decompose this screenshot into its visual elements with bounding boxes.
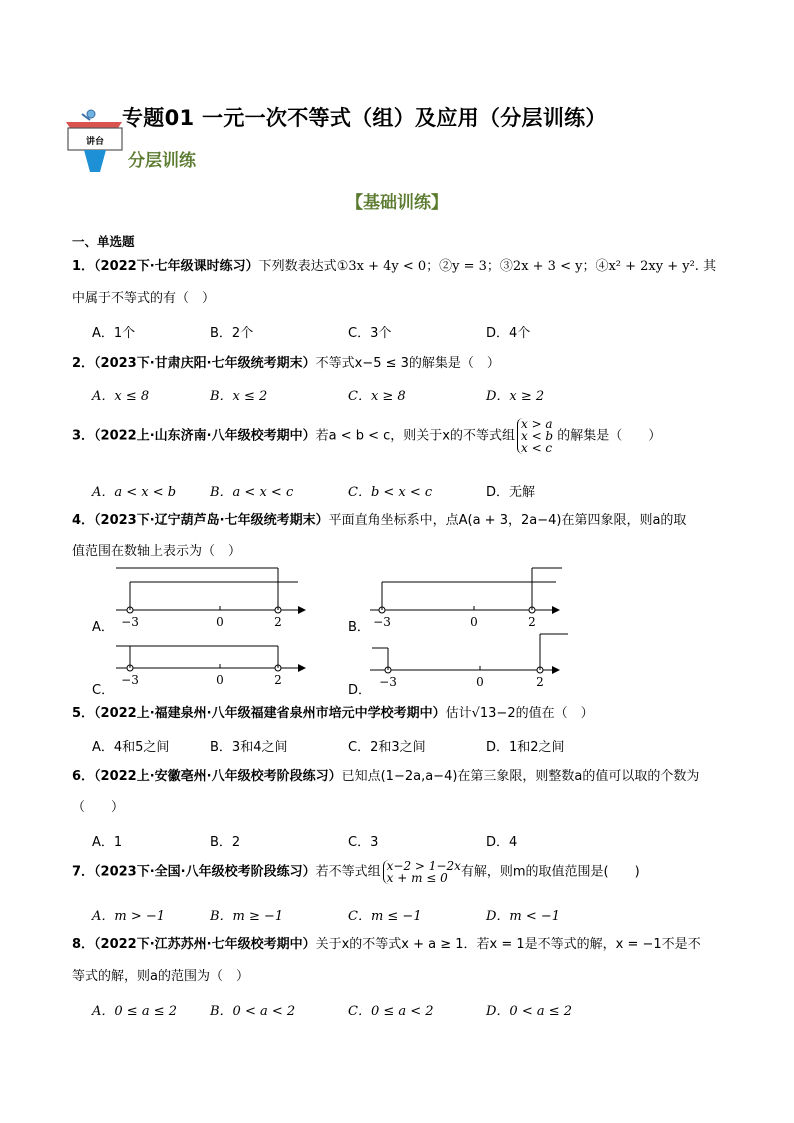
q3-option-d[interactable]: D．无解 <box>486 485 536 500</box>
question-1: 1．（2022下·七年级课时练习）下列数表达式①3x + 4y < 0；②y = 3；③2x + 3 < y；④x² + 2xy + y². 其 <box>72 259 717 274</box>
q2-option-d[interactable]: D．x ≥ 2 <box>486 389 545 404</box>
question-3: 3．（2022上·山东济南·八年级校考期中）若a < b < c，则关于x的不等式组x > a x < b x < c 的解集是（ ） <box>72 417 662 455</box>
question-8-line2: 等式的解，则a的范围为（ ） <box>72 969 249 984</box>
q4-option-a[interactable]: A． <box>92 620 114 635</box>
q7-inequality-system: x−2 > 1−2x x + m ≤ 0 <box>383 860 461 884</box>
tick-label: 2 <box>528 615 536 629</box>
q2-option-a[interactable]: A．x ≤ 8 <box>92 389 150 404</box>
q4-option-b[interactable]: B． <box>348 620 370 635</box>
q4-option-c[interactable]: C． <box>92 683 115 698</box>
q6-option-a[interactable]: A．1 <box>92 835 123 850</box>
q3-option-c[interactable]: C．b < x < c <box>348 485 433 500</box>
q4-number-line-a <box>112 566 312 630</box>
question-6: 6．（2022上·安徽亳州·八年级校考阶段练习）已知点(1−2a,a−4)在第三象限，则整数a的值可以取的个数为 <box>72 769 700 784</box>
lectern-logo-icon <box>60 108 130 174</box>
logo-text: 讲台 <box>85 137 105 147</box>
section-heading: 一、单选题 <box>72 234 135 249</box>
page-title: 专题01 一元一次不等式（组）及应用（分层训练） <box>122 106 607 130</box>
q2-option-b[interactable]: B．x ≤ 2 <box>210 389 268 404</box>
q3-inequality-system: x > a x < b x < c <box>517 418 553 454</box>
q6-option-c[interactable]: C．3 <box>348 835 379 850</box>
q3-option-a[interactable]: A．a < x < b <box>92 485 177 500</box>
q7-option-c[interactable]: C．m ≤ −1 <box>348 909 422 924</box>
q6-option-b[interactable]: B．2 <box>210 835 241 850</box>
section-banner: 【基础训练】 <box>346 193 448 213</box>
tick-label: −3 <box>121 615 139 629</box>
question-7: 7．（2023下·全国·八年级校考阶段练习）若不等式组 x−2 > 1−2x x + m ≤ 0 有解，则m的取值范围是( ) <box>72 859 640 885</box>
q5-option-b[interactable]: B．3和4之间 <box>210 740 288 755</box>
q7-option-d[interactable]: D．m < −1 <box>486 909 561 924</box>
tick-label: 0 <box>216 615 224 629</box>
tick-label: −3 <box>379 675 397 689</box>
q6-option-d[interactable]: D．4 <box>486 835 518 850</box>
question-8: 8．（2022下·江苏苏州·七年级校考期中）关于x的不等式x + a ≥ 1．若x = 1是不等式的解，x = −1不是不 <box>72 937 701 952</box>
q2-option-c[interactable]: C．x ≥ 8 <box>348 389 406 404</box>
q1-option-b[interactable]: B．2个 <box>210 326 254 341</box>
q5-option-c[interactable]: C．2和3之间 <box>348 740 426 755</box>
q4-number-line-b <box>366 566 566 630</box>
tick-label: 2 <box>274 673 282 687</box>
q8-option-c[interactable]: C．0 ≤ a < 2 <box>348 1004 434 1019</box>
tick-label: 0 <box>470 615 478 629</box>
q8-option-b[interactable]: B．0 < a < 2 <box>210 1004 296 1019</box>
q5-option-a[interactable]: A．4和5之间 <box>92 740 170 755</box>
q4-number-line-d <box>366 630 570 694</box>
q8-option-d[interactable]: D．0 < a ≤ 2 <box>486 1004 573 1019</box>
question-6-line2: （ ） <box>72 800 125 815</box>
tick-label: 0 <box>216 673 224 687</box>
page-subtitle: 分层训练 <box>128 151 196 171</box>
question-2: 2．（2023下·甘肃庆阳·七年级统考期末）不等式x−5 ≤ 3的解集是（ ） <box>72 356 500 371</box>
q1-option-d[interactable]: D．4个 <box>486 326 531 341</box>
q3-option-b[interactable]: B．a < x < c <box>210 485 294 500</box>
q1-option-c[interactable]: C．3个 <box>348 326 392 341</box>
q4-option-d[interactable]: D． <box>348 683 372 698</box>
q8-option-a[interactable]: A．0 ≤ a ≤ 2 <box>92 1004 177 1019</box>
question-4: 4．（2023下·辽宁葫芦岛·七年级统考期末）平面直角坐标系中，点A(a + 3，2a−4)在第四象限，则a的取 <box>72 513 687 528</box>
tick-label: 2 <box>536 675 544 689</box>
tick-label: −3 <box>373 615 391 629</box>
question-1-line2: 中属于不等式的有（ ） <box>72 291 216 306</box>
question-4-line2: 值范围在数轴上表示为（ ） <box>72 544 242 559</box>
question-5: 5．（2022上·福建泉州·八年级福建省泉州市培元中学校考期中）估计√13−2的值在（ ） <box>72 706 594 721</box>
q4-number-line-c <box>112 630 312 694</box>
q1-option-a[interactable]: A．1个 <box>92 326 136 341</box>
q7-option-b[interactable]: B．m ≥ −1 <box>210 909 284 924</box>
tick-label: −3 <box>121 673 139 687</box>
tick-label: 0 <box>476 675 484 689</box>
tick-label: 2 <box>274 615 282 629</box>
q5-option-d[interactable]: D．1和2之间 <box>486 740 565 755</box>
q7-option-a[interactable]: A．m > −1 <box>92 909 166 924</box>
